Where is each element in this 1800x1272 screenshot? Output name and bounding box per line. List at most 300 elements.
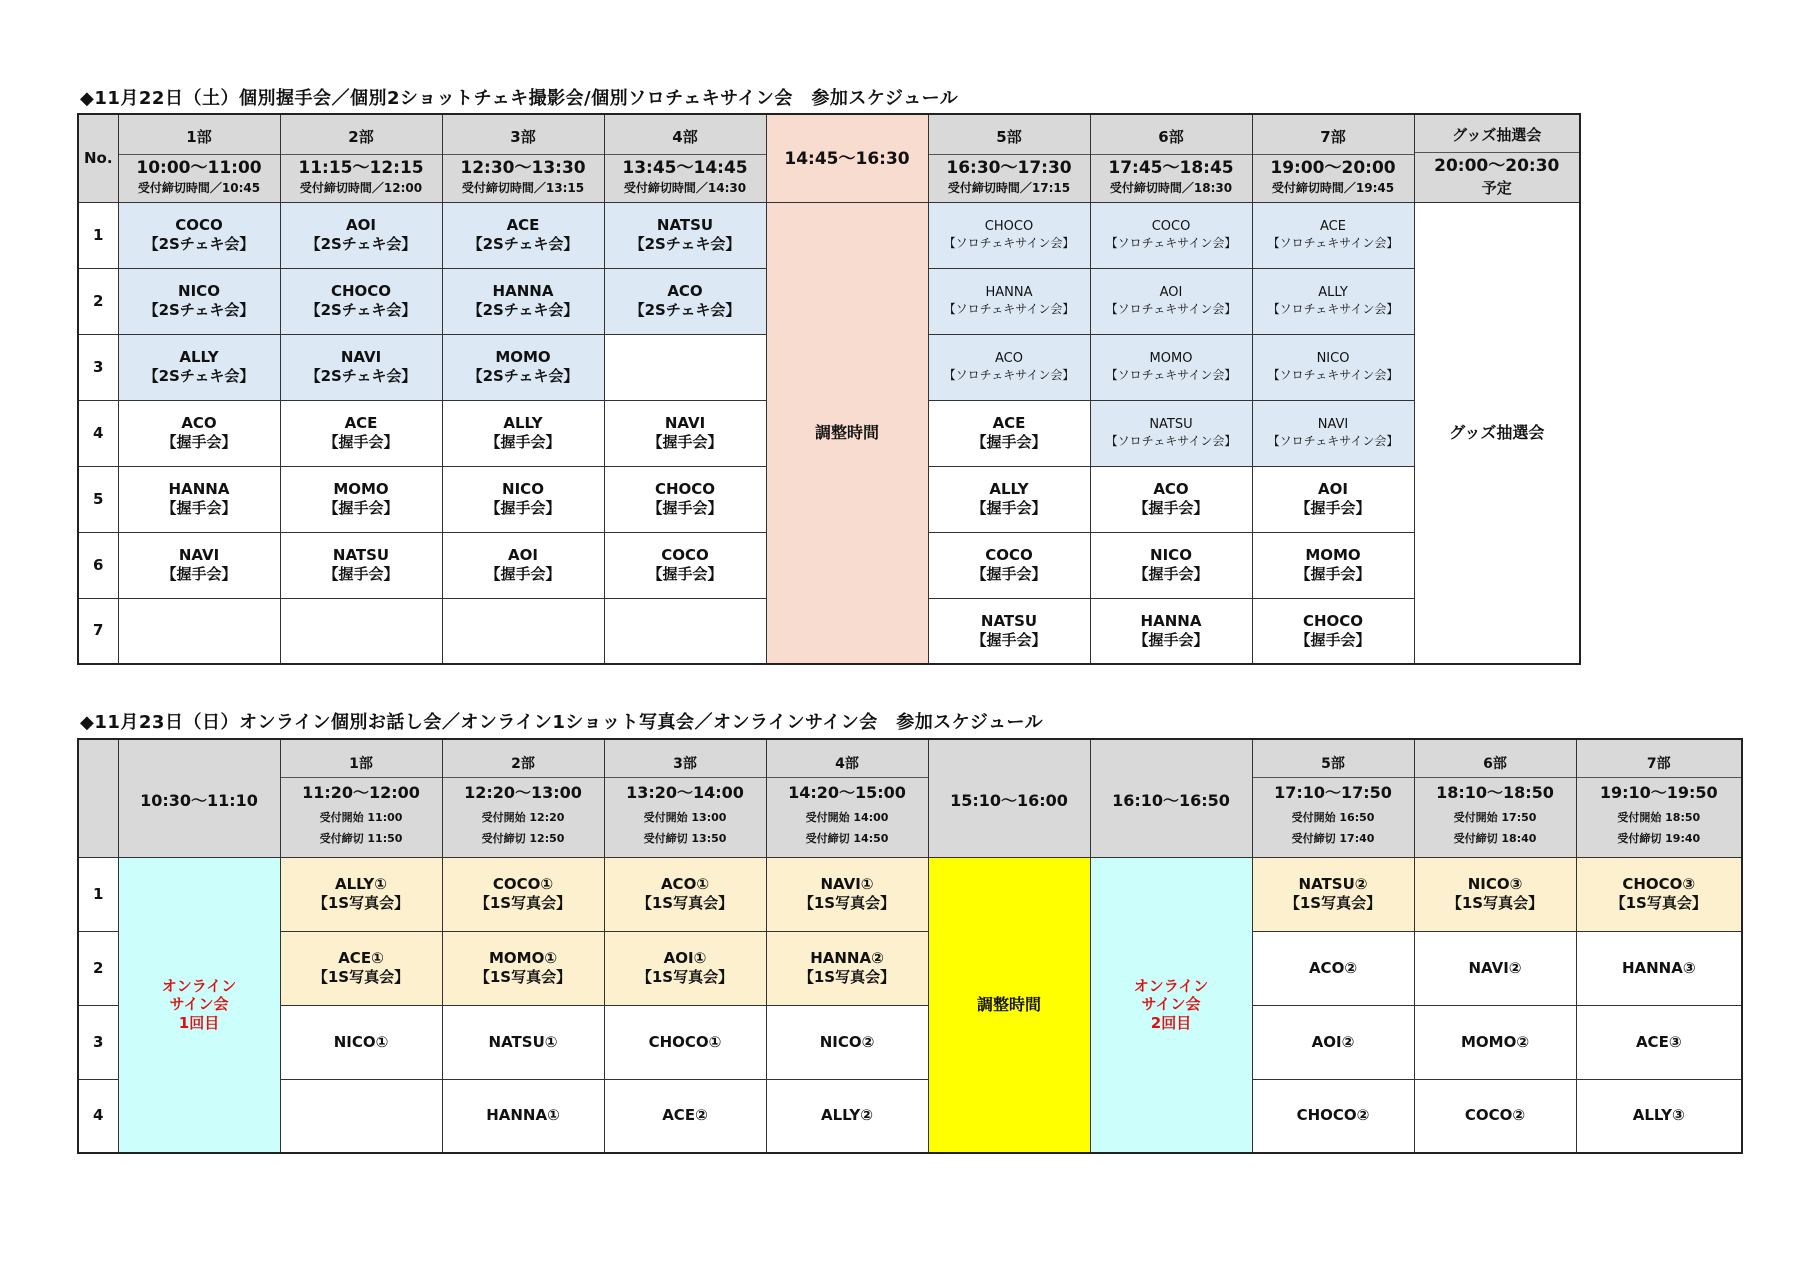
member-name: NICO① <box>333 1032 389 1051</box>
time-range: 11:15〜12:15 <box>298 157 424 178</box>
row-number: 7 <box>78 598 118 664</box>
event-type: 【ソロチェキサイン会】 <box>1267 301 1399 316</box>
sunday-schedule-title: ◆11月23日（日）オンライン個別お話し会／オンライン1ショット写真会／オンラインサイン会 参加スケジュール <box>80 712 1044 733</box>
header-break <box>928 739 1090 857</box>
event-type: 【握手会】 <box>971 433 1047 451</box>
event-type: 【握手会】 <box>647 565 723 583</box>
event-type: 【握手会】 <box>161 433 237 451</box>
member-name: ACO① <box>660 875 710 894</box>
member-name: HANNA <box>168 480 230 499</box>
time-range: 14:20〜15:00 <box>788 782 906 802</box>
member-name: HANNA <box>492 282 554 301</box>
event-type: 【2Sチェキ会】 <box>305 235 417 253</box>
member-name: MOMO <box>333 480 389 499</box>
table-cell <box>604 202 766 268</box>
table-cell <box>280 598 442 664</box>
member-name: AOI② <box>1311 1032 1355 1051</box>
time-range: 17:10〜17:50 <box>1274 782 1392 802</box>
table-cell <box>1090 532 1252 598</box>
table-cell <box>442 334 604 400</box>
event-type: 【2Sチェキ会】 <box>629 235 741 253</box>
table-cell <box>442 1079 604 1153</box>
member-name: NATSU② <box>1298 875 1368 894</box>
table-cell <box>604 268 766 334</box>
part-label: 7部 <box>1577 751 1742 778</box>
time-range: 16:10〜16:50 <box>1112 790 1230 810</box>
table-cell <box>1576 857 1742 931</box>
online-sign-line: オンライン <box>1133 976 1209 995</box>
member-name: ACE <box>1320 219 1346 235</box>
table-cell <box>442 532 604 598</box>
header-part-5 <box>928 114 1090 202</box>
time-range: 10:00〜11:00 <box>136 157 262 178</box>
member-name: CHOCO <box>654 480 716 499</box>
member-name: ACO <box>181 414 217 433</box>
event-type: 【1S写真会】 <box>474 968 572 986</box>
member-name: NICO <box>178 282 220 301</box>
member-name: HANNA <box>985 285 1033 301</box>
member-name: NAVI② <box>1468 958 1522 977</box>
table-cell <box>1576 1079 1742 1153</box>
table-cell <box>928 334 1090 400</box>
member-name: ACO② <box>1308 958 1358 977</box>
deadline-note: 受付締切時間／19:45 <box>1271 180 1395 195</box>
member-name: ACO <box>995 351 1023 367</box>
break-cell: 調整時間 <box>766 202 928 664</box>
member-name: AOI <box>1159 285 1183 301</box>
table-cell <box>928 532 1090 598</box>
break-cell: 調整時間 <box>928 857 1090 1153</box>
table-cell <box>928 268 1090 334</box>
row-number: 5 <box>78 466 118 532</box>
table-cell <box>1252 532 1414 598</box>
member-name: AOI <box>508 546 538 565</box>
event-type: 【2Sチェキ会】 <box>305 301 417 319</box>
row-number: 3 <box>78 1005 118 1079</box>
member-name: NAVI <box>664 414 706 433</box>
time-range: 11:20〜12:00 <box>302 782 420 802</box>
event-type: 【ソロチェキサイン会】 <box>943 235 1075 250</box>
member-name: NAVI <box>340 348 382 367</box>
online-sign-line: 1回目 <box>178 1014 220 1033</box>
member-name: HANNA② <box>810 949 884 968</box>
table-cell <box>280 1079 442 1153</box>
member-name: CHOCO <box>330 282 392 301</box>
member-name: CHOCO <box>984 219 1034 235</box>
deadline-note: 受付締切時間／18:30 <box>1109 180 1233 195</box>
event-type: 【握手会】 <box>971 630 1047 649</box>
table-cell <box>280 931 442 1005</box>
open-note: 受付開始 14:00 <box>805 810 889 824</box>
time-range: 17:45〜18:45 <box>1108 157 1234 178</box>
deadline-note: 受付締切時間／10:45 <box>137 180 261 195</box>
member-name: MOMO① <box>488 949 558 968</box>
online-sign-line: 2回目 <box>1150 1014 1192 1033</box>
close-note: 受付締切 19:40 <box>1617 832 1701 846</box>
part-label: グッズ抽選会 <box>1415 119 1580 153</box>
table-cell <box>1414 1079 1576 1153</box>
open-note: 受付開始 16:50 <box>1291 810 1375 824</box>
table-cell <box>1576 931 1742 1005</box>
time-range: 14:45〜16:30 <box>784 149 910 170</box>
member-name: NICO③ <box>1467 875 1523 894</box>
event-type: 【1S写真会】 <box>636 968 734 986</box>
member-name: HANNA① <box>486 1106 560 1125</box>
table-cell <box>604 532 766 598</box>
row-number: 4 <box>78 1079 118 1153</box>
member-name: NATSU <box>980 612 1038 630</box>
header-part-3 <box>604 739 766 857</box>
time-range: 12:30〜13:30 <box>460 157 586 178</box>
member-name: ALLY <box>989 480 1029 499</box>
part-label: 2部 <box>281 121 442 155</box>
row-number: 1 <box>78 857 118 931</box>
member-name: MOMO <box>1305 546 1361 565</box>
member-name: ALLY② <box>821 1106 873 1125</box>
event-type: 【1S写真会】 <box>1284 894 1382 912</box>
event-type: 【2Sチェキ会】 <box>629 301 741 319</box>
event-type: 【ソロチェキサイン会】 <box>943 367 1075 382</box>
member-name: COCO① <box>492 875 554 894</box>
event-type: 【2Sチェキ会】 <box>305 367 417 385</box>
header-break <box>766 114 928 202</box>
time-range: 20:00〜20:30 <box>1434 155 1560 176</box>
table-cell <box>118 400 280 466</box>
header-part-1 <box>118 114 280 202</box>
member-name: COCO <box>661 546 709 565</box>
event-type: 【ソロチェキサイン会】 <box>1105 235 1237 250</box>
member-name: CHOCO② <box>1296 1106 1370 1125</box>
table-cell <box>604 598 766 664</box>
member-name: NAVI <box>178 546 220 565</box>
header-part-1 <box>280 739 442 857</box>
close-note: 受付締切 17:40 <box>1291 832 1375 846</box>
member-name: ALLY <box>503 414 543 433</box>
event-type: 【ソロチェキサイン会】 <box>1267 367 1399 382</box>
no-header: No. <box>78 114 118 202</box>
event-type: 【握手会】 <box>161 499 237 517</box>
member-name: ACO <box>1153 480 1189 499</box>
event-type: 【握手会】 <box>485 565 561 583</box>
part-label: 3部 <box>443 121 604 155</box>
event-type: 【握手会】 <box>647 433 723 451</box>
table-cell <box>442 857 604 931</box>
time-range: 15:10〜16:00 <box>950 790 1068 810</box>
event-type: 【握手会】 <box>1133 565 1209 583</box>
member-name: ACE <box>344 414 378 433</box>
event-type: 【2Sチェキ会】 <box>467 367 579 385</box>
header-online-sign-1 <box>118 739 280 857</box>
close-note: 受付締切 13:50 <box>643 832 727 846</box>
table-cell <box>604 334 766 400</box>
member-name: CHOCO① <box>648 1032 722 1051</box>
member-name: HANNA③ <box>1621 958 1696 977</box>
event-type: 【握手会】 <box>971 565 1047 583</box>
event-type: 【握手会】 <box>647 499 723 517</box>
event-type: 【2Sチェキ会】 <box>143 301 255 319</box>
online-sign-cell-2 <box>1090 857 1252 1153</box>
time-range: 10:30〜11:10 <box>140 790 258 810</box>
online-sign-line: サイン会 <box>169 995 229 1014</box>
table-cell <box>604 931 766 1005</box>
table-cell <box>1090 268 1252 334</box>
table-cell <box>1252 598 1414 664</box>
table-cell <box>928 400 1090 466</box>
event-type: 【握手会】 <box>323 499 399 517</box>
member-name: ACE② <box>662 1106 708 1125</box>
member-name: NATSU <box>1149 417 1193 433</box>
table-cell <box>442 400 604 466</box>
event-type: 【2Sチェキ会】 <box>467 235 579 253</box>
table-cell <box>1252 466 1414 532</box>
table-cell <box>1090 466 1252 532</box>
table-cell <box>118 268 280 334</box>
table-cell <box>766 857 928 931</box>
member-name: ALLY <box>1318 285 1348 301</box>
open-note: 受付開始 18:50 <box>1617 810 1701 824</box>
table-cell <box>928 598 1090 664</box>
table-cell <box>604 1079 766 1153</box>
member-name: ACE <box>992 414 1026 433</box>
part-label: 6部 <box>1091 121 1252 155</box>
table-cell <box>1252 202 1414 268</box>
event-type: 【ソロチェキサイン会】 <box>1105 301 1237 316</box>
table-cell <box>1414 931 1576 1005</box>
event-type: 【握手会】 <box>971 499 1047 517</box>
table-cell <box>1252 857 1414 931</box>
header-part-6 <box>1414 739 1576 857</box>
member-name: ALLY③ <box>1632 1106 1685 1125</box>
table-cell <box>1090 202 1252 268</box>
table-cell <box>280 400 442 466</box>
event-type: 【ソロチェキサイン会】 <box>1267 235 1399 250</box>
member-name: ACO <box>667 282 703 301</box>
event-type: 【握手会】 <box>1295 565 1371 583</box>
member-name: ALLY <box>179 348 219 367</box>
member-name: CHOCO <box>1302 612 1364 630</box>
deadline-note: 受付締切時間／12:00 <box>299 180 423 195</box>
table-cell <box>118 466 280 532</box>
table-cell <box>1576 1005 1742 1079</box>
table-cell <box>442 202 604 268</box>
event-type: 【握手会】 <box>1133 499 1209 517</box>
header-goods-lottery <box>1414 114 1580 202</box>
table-cell <box>1252 931 1414 1005</box>
table-cell <box>280 202 442 268</box>
online-sign-line: サイン会 <box>1141 995 1201 1014</box>
open-note: 受付開始 12:20 <box>481 810 565 824</box>
table-cell <box>280 466 442 532</box>
event-type: 【2Sチェキ会】 <box>143 367 255 385</box>
close-note: 受付締切 12:50 <box>481 832 565 846</box>
part-label: 2部 <box>443 751 604 778</box>
table-cell <box>1252 400 1414 466</box>
member-name: MOMO② <box>1460 1032 1530 1051</box>
part-label: 5部 <box>1253 751 1414 778</box>
member-name: COCO② <box>1464 1106 1526 1125</box>
table-cell <box>118 202 280 268</box>
member-name: COCO <box>1151 219 1191 235</box>
table-cell <box>442 931 604 1005</box>
header-part-3 <box>442 114 604 202</box>
open-note: 受付開始 13:00 <box>643 810 727 824</box>
member-name: NAVI① <box>820 875 874 894</box>
no-header <box>78 739 118 857</box>
member-name: NAVI <box>1317 417 1349 433</box>
member-name: MOMO <box>495 348 551 367</box>
table-cell <box>766 931 928 1005</box>
time-range: 19:10〜19:50 <box>1599 782 1718 802</box>
table-cell <box>1090 598 1252 664</box>
table-cell <box>1414 857 1576 931</box>
time-range: 19:00〜20:00 <box>1270 157 1396 178</box>
member-name: ACE① <box>338 949 384 968</box>
header-part-6 <box>1090 114 1252 202</box>
event-type: 【握手会】 <box>323 565 399 583</box>
row-number: 6 <box>78 532 118 598</box>
event-type: 【握手会】 <box>1133 630 1209 649</box>
member-name: AOI① <box>663 949 707 968</box>
deadline-note: 受付締切時間／13:15 <box>461 180 585 195</box>
close-note: 受付締切 18:40 <box>1453 832 1537 846</box>
event-type: 【1S写真会】 <box>798 894 896 912</box>
table-cell <box>442 1005 604 1079</box>
table-cell <box>1252 1079 1414 1153</box>
table-cell <box>928 466 1090 532</box>
table-cell <box>1252 334 1414 400</box>
close-note: 受付締切 11:50 <box>319 832 403 846</box>
table-cell <box>1252 1005 1414 1079</box>
deadline-note: 受付締切時間／14:30 <box>623 180 747 195</box>
event-type: 【2Sチェキ会】 <box>467 301 579 319</box>
header-part-7 <box>1252 114 1414 202</box>
saturday-schedule-title: ◆11月22日（土）個別握手会／個別2ショットチェキ撮影会/個別ソロチェキサイン会 参加スケジュール <box>80 88 959 109</box>
event-type: 【ソロチェキサイン会】 <box>1105 433 1237 448</box>
header-online-sign-2 <box>1090 739 1252 857</box>
table-cell <box>1090 400 1252 466</box>
saturday-schedule-table <box>77 113 1581 665</box>
member-name: NICO <box>502 480 544 499</box>
member-name: NATSU① <box>488 1032 558 1051</box>
part-label: 4部 <box>767 751 928 778</box>
deadline-note: 予定 <box>1481 179 1512 197</box>
table-cell <box>118 598 280 664</box>
table-cell <box>766 1005 928 1079</box>
event-type: 【握手会】 <box>485 499 561 517</box>
event-type: 【1S写真会】 <box>636 894 734 912</box>
member-name: AOI <box>346 216 376 235</box>
member-name: ALLY① <box>335 875 387 894</box>
event-type: 【1S写真会】 <box>312 894 410 912</box>
header-part-2 <box>442 739 604 857</box>
header-part-7 <box>1576 739 1742 857</box>
member-name: NICO <box>1150 546 1192 565</box>
part-label: 5部 <box>929 121 1090 155</box>
event-type: 【1S写真会】 <box>1610 894 1707 912</box>
time-range: 13:45〜14:45 <box>622 157 748 178</box>
event-type: 【握手会】 <box>161 565 237 583</box>
event-type: 【ソロチェキサイン会】 <box>1267 433 1399 448</box>
row-number: 2 <box>78 268 118 334</box>
table-cell <box>280 857 442 931</box>
row-number: 1 <box>78 202 118 268</box>
event-type: 【握手会】 <box>1295 499 1371 517</box>
table-cell <box>280 268 442 334</box>
table-cell <box>604 857 766 931</box>
table-cell <box>1252 268 1414 334</box>
header-part-2 <box>280 114 442 202</box>
time-range: 13:20〜14:00 <box>626 782 744 802</box>
open-note: 受付開始 11:00 <box>319 810 403 824</box>
member-name: NATSU <box>332 546 390 565</box>
member-name: NICO② <box>819 1032 875 1051</box>
row-number: 3 <box>78 334 118 400</box>
part-label: 6部 <box>1415 751 1576 778</box>
member-name: COCO <box>175 216 223 235</box>
event-type: 【ソロチェキサイン会】 <box>1105 367 1237 382</box>
header-part-4 <box>766 739 928 857</box>
event-type: 【1S写真会】 <box>1446 894 1544 912</box>
table-cell <box>118 334 280 400</box>
table-cell <box>766 1079 928 1153</box>
member-name: NICO <box>1316 351 1350 367</box>
table-cell <box>280 1005 442 1079</box>
table-cell <box>442 268 604 334</box>
event-type: 【2Sチェキ会】 <box>143 235 255 253</box>
time-range: 12:20〜13:00 <box>464 782 582 802</box>
goods-lottery-cell: グッズ抽選会 <box>1414 202 1580 664</box>
event-type: 【1S写真会】 <box>312 968 410 986</box>
member-name: ACE③ <box>1635 1032 1682 1051</box>
member-name: CHOCO③ <box>1622 875 1696 894</box>
event-type: 【ソロチェキサイン会】 <box>943 301 1075 316</box>
member-name: HANNA <box>1140 612 1202 630</box>
table-cell <box>604 1005 766 1079</box>
table-cell <box>118 532 280 598</box>
table-cell <box>928 202 1090 268</box>
member-name: MOMO <box>1149 351 1193 367</box>
online-sign-line: オンライン <box>161 976 237 995</box>
time-range: 18:10〜18:50 <box>1436 782 1554 802</box>
header-part-5 <box>1252 739 1414 857</box>
header-part-4 <box>604 114 766 202</box>
part-label: 1部 <box>281 751 442 778</box>
table-cell <box>604 400 766 466</box>
online-sign-cell-1 <box>118 857 280 1153</box>
table-cell <box>1414 1005 1576 1079</box>
event-type: 【1S写真会】 <box>474 894 572 912</box>
part-label: 4部 <box>605 121 766 155</box>
table-cell <box>280 532 442 598</box>
part-label: 1部 <box>119 121 280 155</box>
part-label: 7部 <box>1253 121 1414 155</box>
row-number: 4 <box>78 400 118 466</box>
time-range: 16:30〜17:30 <box>946 157 1072 178</box>
part-label: 3部 <box>605 751 766 778</box>
open-note: 受付開始 17:50 <box>1453 810 1537 824</box>
event-type: 【握手会】 <box>323 433 399 451</box>
row-number: 2 <box>78 931 118 1005</box>
event-type: 【1S写真会】 <box>798 968 896 986</box>
deadline-note: 受付締切時間／17:15 <box>947 180 1071 195</box>
close-note: 受付締切 14:50 <box>805 832 889 846</box>
sunday-schedule-table <box>77 738 1743 1154</box>
event-type: 【握手会】 <box>485 433 561 451</box>
table-cell <box>280 334 442 400</box>
member-name: ACE <box>506 216 540 235</box>
table-cell <box>442 598 604 664</box>
table-cell <box>442 466 604 532</box>
